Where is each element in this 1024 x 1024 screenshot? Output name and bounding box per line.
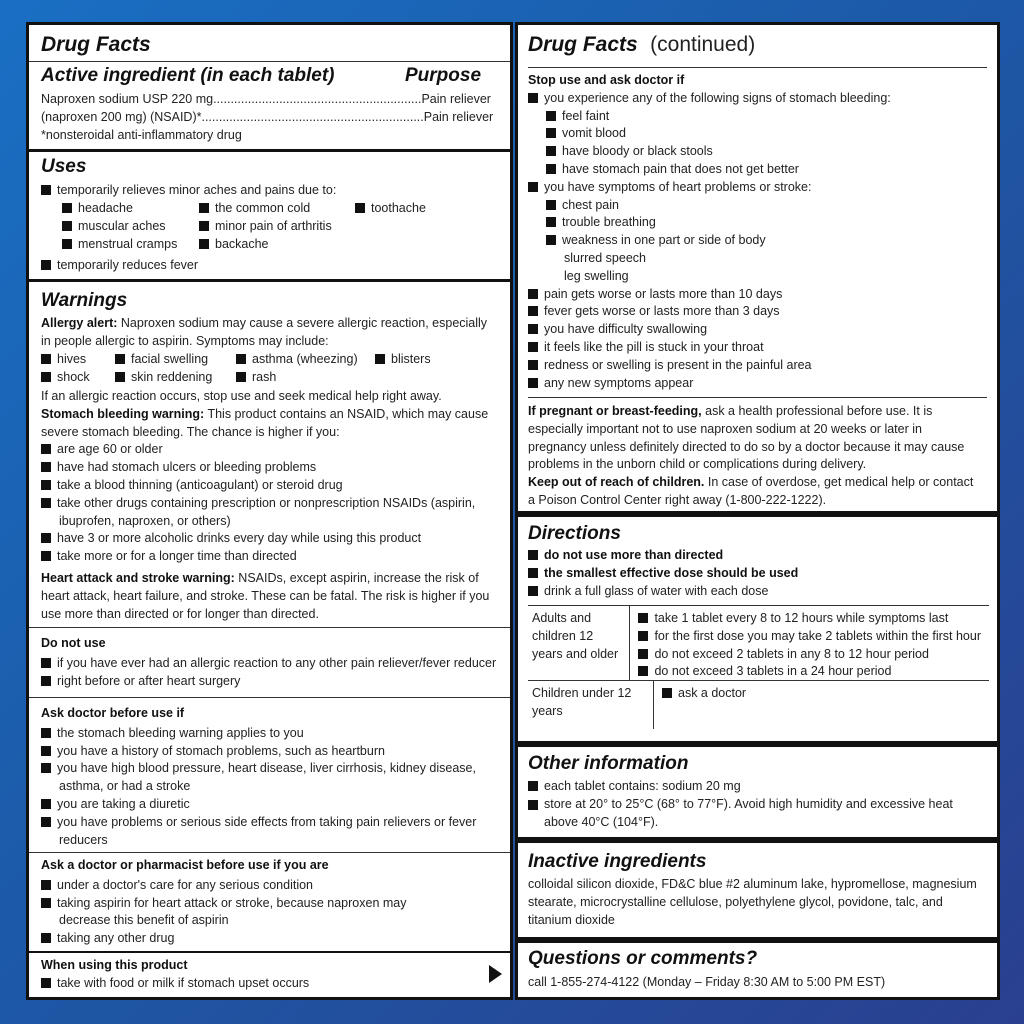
symptom-item: skin reddening [131,370,213,384]
ask-doctor-item: you have a history of stomach problems, such as heartburn [57,743,385,758]
directions-heading: Directions [528,523,621,544]
symptom-item: blisters [391,352,431,366]
uses-item: headache [78,201,133,215]
stop-use-item: have stomach pain that does not get better [562,161,799,176]
ask-pharmacist-item: under a doctor's care for any serious condition [57,877,313,892]
ask-pharmacist-item: decrease this benefit of aspirin [59,913,229,928]
drug-facts-title: Drug Facts [41,33,151,56]
stomach-item: take a blood thinning (anticoagulant) or steroid drug [57,477,343,492]
uses-intro: temporarily relieves minor aches and pains due to: [57,183,337,197]
allergy-alert-label: Allergy alert: [41,316,118,330]
heart-warning-text: NSAIDs, except aspirin, increase the risk of heart attack, heart failure, and stroke. These can be fatal. The risk is higher if you use more than directed or for longer than directed. [41,570,490,621]
stop-use-intro: you experience any of the following signs of stomach bleeding: [544,90,891,105]
other-info-item: each tablet contains: sodium 20 mg [544,779,741,793]
pregnant-label: If pregnant or breast-feeding, [528,404,702,418]
stop-use-item: redness or swelling is present in the painful area [544,357,812,372]
ask-doctor-section [41,705,496,849]
stop-use-item: have bloody or black stools [562,144,713,159]
symptom-item: rash [252,370,277,384]
other-info-item: store at 20° to 25°C (68° to 77°F). Avoid high humidity and excessive heat above 40°C (104°F). [544,796,953,829]
warnings-section [29,279,510,621]
stomach-item: ibuprofen, naproxen, or others) [59,513,231,528]
ask-pharmacist-item: taking any other drug [57,931,175,946]
stomach-item: are age 60 or older [57,442,163,457]
uses-section [29,149,510,272]
stop-use-item: slurred speech [564,250,646,265]
stomach-item: have 3 or more alcoholic drinks every day while using this product [57,531,422,546]
warnings-heading: Warnings [41,290,128,311]
ask-pharmacist-section [41,857,496,948]
directions-item: drink a full glass of water with each dose [544,583,769,598]
pregnant-text: ask a health professional before use. It is especially important not to use naproxen sodium at 20 weeks or later in pregnancy unless definitely directed to do so by a doctor because it may cause problems in the unborn child or complications during delivery. [528,404,965,472]
active-ingredient-heading: Active ingredient (in each tablet) [41,65,335,86]
ask-doctor-item: you are taking a diuretic [57,796,190,811]
stomach-item: take more or for a longer time than directed [57,549,297,564]
stomach-item: have had stomach ulcers or bleeding problems [57,460,317,475]
questions-section [515,940,1000,1000]
stop-use-item: you have difficulty swallowing [544,322,708,337]
ask-pharmacist-heading: Ask a doctor or pharmacist before use if you are [41,858,329,872]
questions-heading: Questions or comments? [528,948,758,969]
purpose-heading: Purpose [405,65,482,86]
uses-item: muscular aches [78,219,166,233]
symptom-item: facial swelling [131,352,209,366]
dosage-item: do not exceed 2 tablets in any 8 to 12 hour period [654,646,929,661]
stop-use-item: vomit blood [562,126,626,141]
uses-item: toothache [371,201,426,215]
dosage-item: ask a doctor [678,686,747,700]
ask-doctor-item: you have high blood pressure, heart disease, liver cirrhosis, kidney disease, [57,761,476,776]
uses-item: backache [215,237,269,251]
stop-use-item: weakness in one part or side of body [562,233,766,248]
active-line-2: (naproxen 200 mg) (NSAID)*................................................................Pain reliever [41,109,494,124]
other-info-heading: Other information [528,753,689,774]
uses-item: minor pain of arthritis [215,219,332,233]
keep-out-text: In case of overdose, get medical help or contact a Poison Control Center right away (1-800-222-1222). [528,475,974,507]
stop-use-intro: you have symptoms of heart problems or stroke: [544,179,812,194]
drug-facts-title-continued: Drug Facts [528,33,638,56]
inactive-text: colloidal silicon dioxide, FD&C blue #2 aluminum lake, hypromellose, magnesium stearate, microcrystalline cellulose, polyethylene glycol, povidone, talc, and titanium dioxide [528,877,977,927]
dosage-age-label: Children under 12 years [528,681,654,729]
ask-pharmacist-item: taking aspirin for heart attack or stroke, because naproxen may [57,895,407,910]
dosage-row-children [528,680,989,729]
continued-title [528,33,755,57]
dosage-table [528,605,989,729]
ask-doctor-item: asthma, or had a stroke [59,779,191,794]
stop-use-section [528,72,990,392]
stop-use-item: fever gets worse or lasts more than 3 days [544,304,780,319]
dosage-age-label: Adults and children 12 years and older [528,606,630,680]
active-footnote: *nonsteroidal anti-inflammatory drug [41,127,242,142]
when-using-section [41,957,496,993]
uses-item: menstrual cramps [78,237,178,251]
uses-item: the common cold [215,201,311,215]
directions-section [515,514,1000,744]
stop-use-item: chest pain [562,197,619,212]
inactive-heading: Inactive ingredients [528,851,707,872]
active-line-1: Naproxen sodium USP 220 mg............................................................Pain reliever [41,92,491,106]
uses-heading: Uses [41,156,87,177]
pregnant-section [528,403,983,510]
ask-doctor-item: you have problems or serious side effects from taking pain relievers or fever [57,814,477,829]
allergy-after: If an allergic reaction occurs, stop use and seek medical help right away. [41,389,442,403]
heart-warning-label: Heart attack and stroke warning: [41,570,235,585]
ask-doctor-item: the stomach bleeding warning applies to you [57,725,304,740]
symptom-item: hives [57,352,87,366]
stomach-warning-text: This product contains an NSAID, which may cause severe stomach bleeding. The chance is higher if you: [41,406,489,439]
continue-arrow-icon [489,965,502,983]
stop-use-item: any new symptoms appear [544,375,694,390]
stop-use-item: leg swelling [564,268,629,283]
do-not-use-item: right before or after heart surgery [57,673,241,688]
dosage-item: do not exceed 3 tablets in a 24 hour period [654,664,892,679]
stop-use-heading: Stop use and ask doctor if [528,73,685,87]
active-ingredients [41,91,496,144]
stop-use-item: feel faint [562,108,610,123]
symptom-item: shock [57,370,90,384]
dosage-item: for the first dose you may take 2 tablets within the first hour [654,628,981,643]
stop-use-item: pain gets worse or lasts more than 10 days [544,286,783,301]
inactive-section [515,840,1000,940]
do-not-use-heading: Do not use [41,636,106,650]
allergy-alert-text: Naproxen sodium may cause a severe allergic reaction, especially in people allergic to aspirin. Symptoms may include: [41,316,488,348]
stomach-item: take other drugs containing prescription or nonprescription NSAIDs (aspirin, [57,495,476,510]
directions-item-bold: the smallest effective dose should be used [544,565,799,580]
keep-out-label: Keep out of reach of children. [528,475,705,490]
stomach-warning-label: Stomach bleeding warning: [41,406,205,421]
ask-doctor-heading: Ask doctor before use if [41,706,185,720]
dosage-row-adults [528,605,989,680]
dosage-item: take 1 tablet every 8 to 12 hours while symptoms last [654,611,949,625]
stop-use-item: it feels like the pill is stuck in your throat [544,339,764,354]
drug-facts-panel-right [515,22,1000,514]
continued-label: (continued) [650,33,756,56]
when-using-heading: When using this product [41,958,188,972]
ask-doctor-item: reducers [59,832,108,847]
other-info-section [515,744,1000,840]
do-not-use-section [41,635,496,690]
symptom-item: asthma (wheezing) [252,352,358,366]
when-using-item: take with food or milk if stomach upset occurs [57,975,310,990]
do-not-use-item: if you have ever had an allergic reaction to any other pain reliever/fever reducer [57,655,497,670]
stop-use-item: trouble breathing [562,215,656,230]
questions-text: call 1-855-274-4122 (Monday – Friday 8:30 AM to 5:00 PM EST) [528,975,886,989]
directions-item-bold: do not use more than directed [544,548,724,562]
uses-fever: temporarily reduces fever [57,258,199,272]
drug-facts-panel-left [26,22,513,1000]
